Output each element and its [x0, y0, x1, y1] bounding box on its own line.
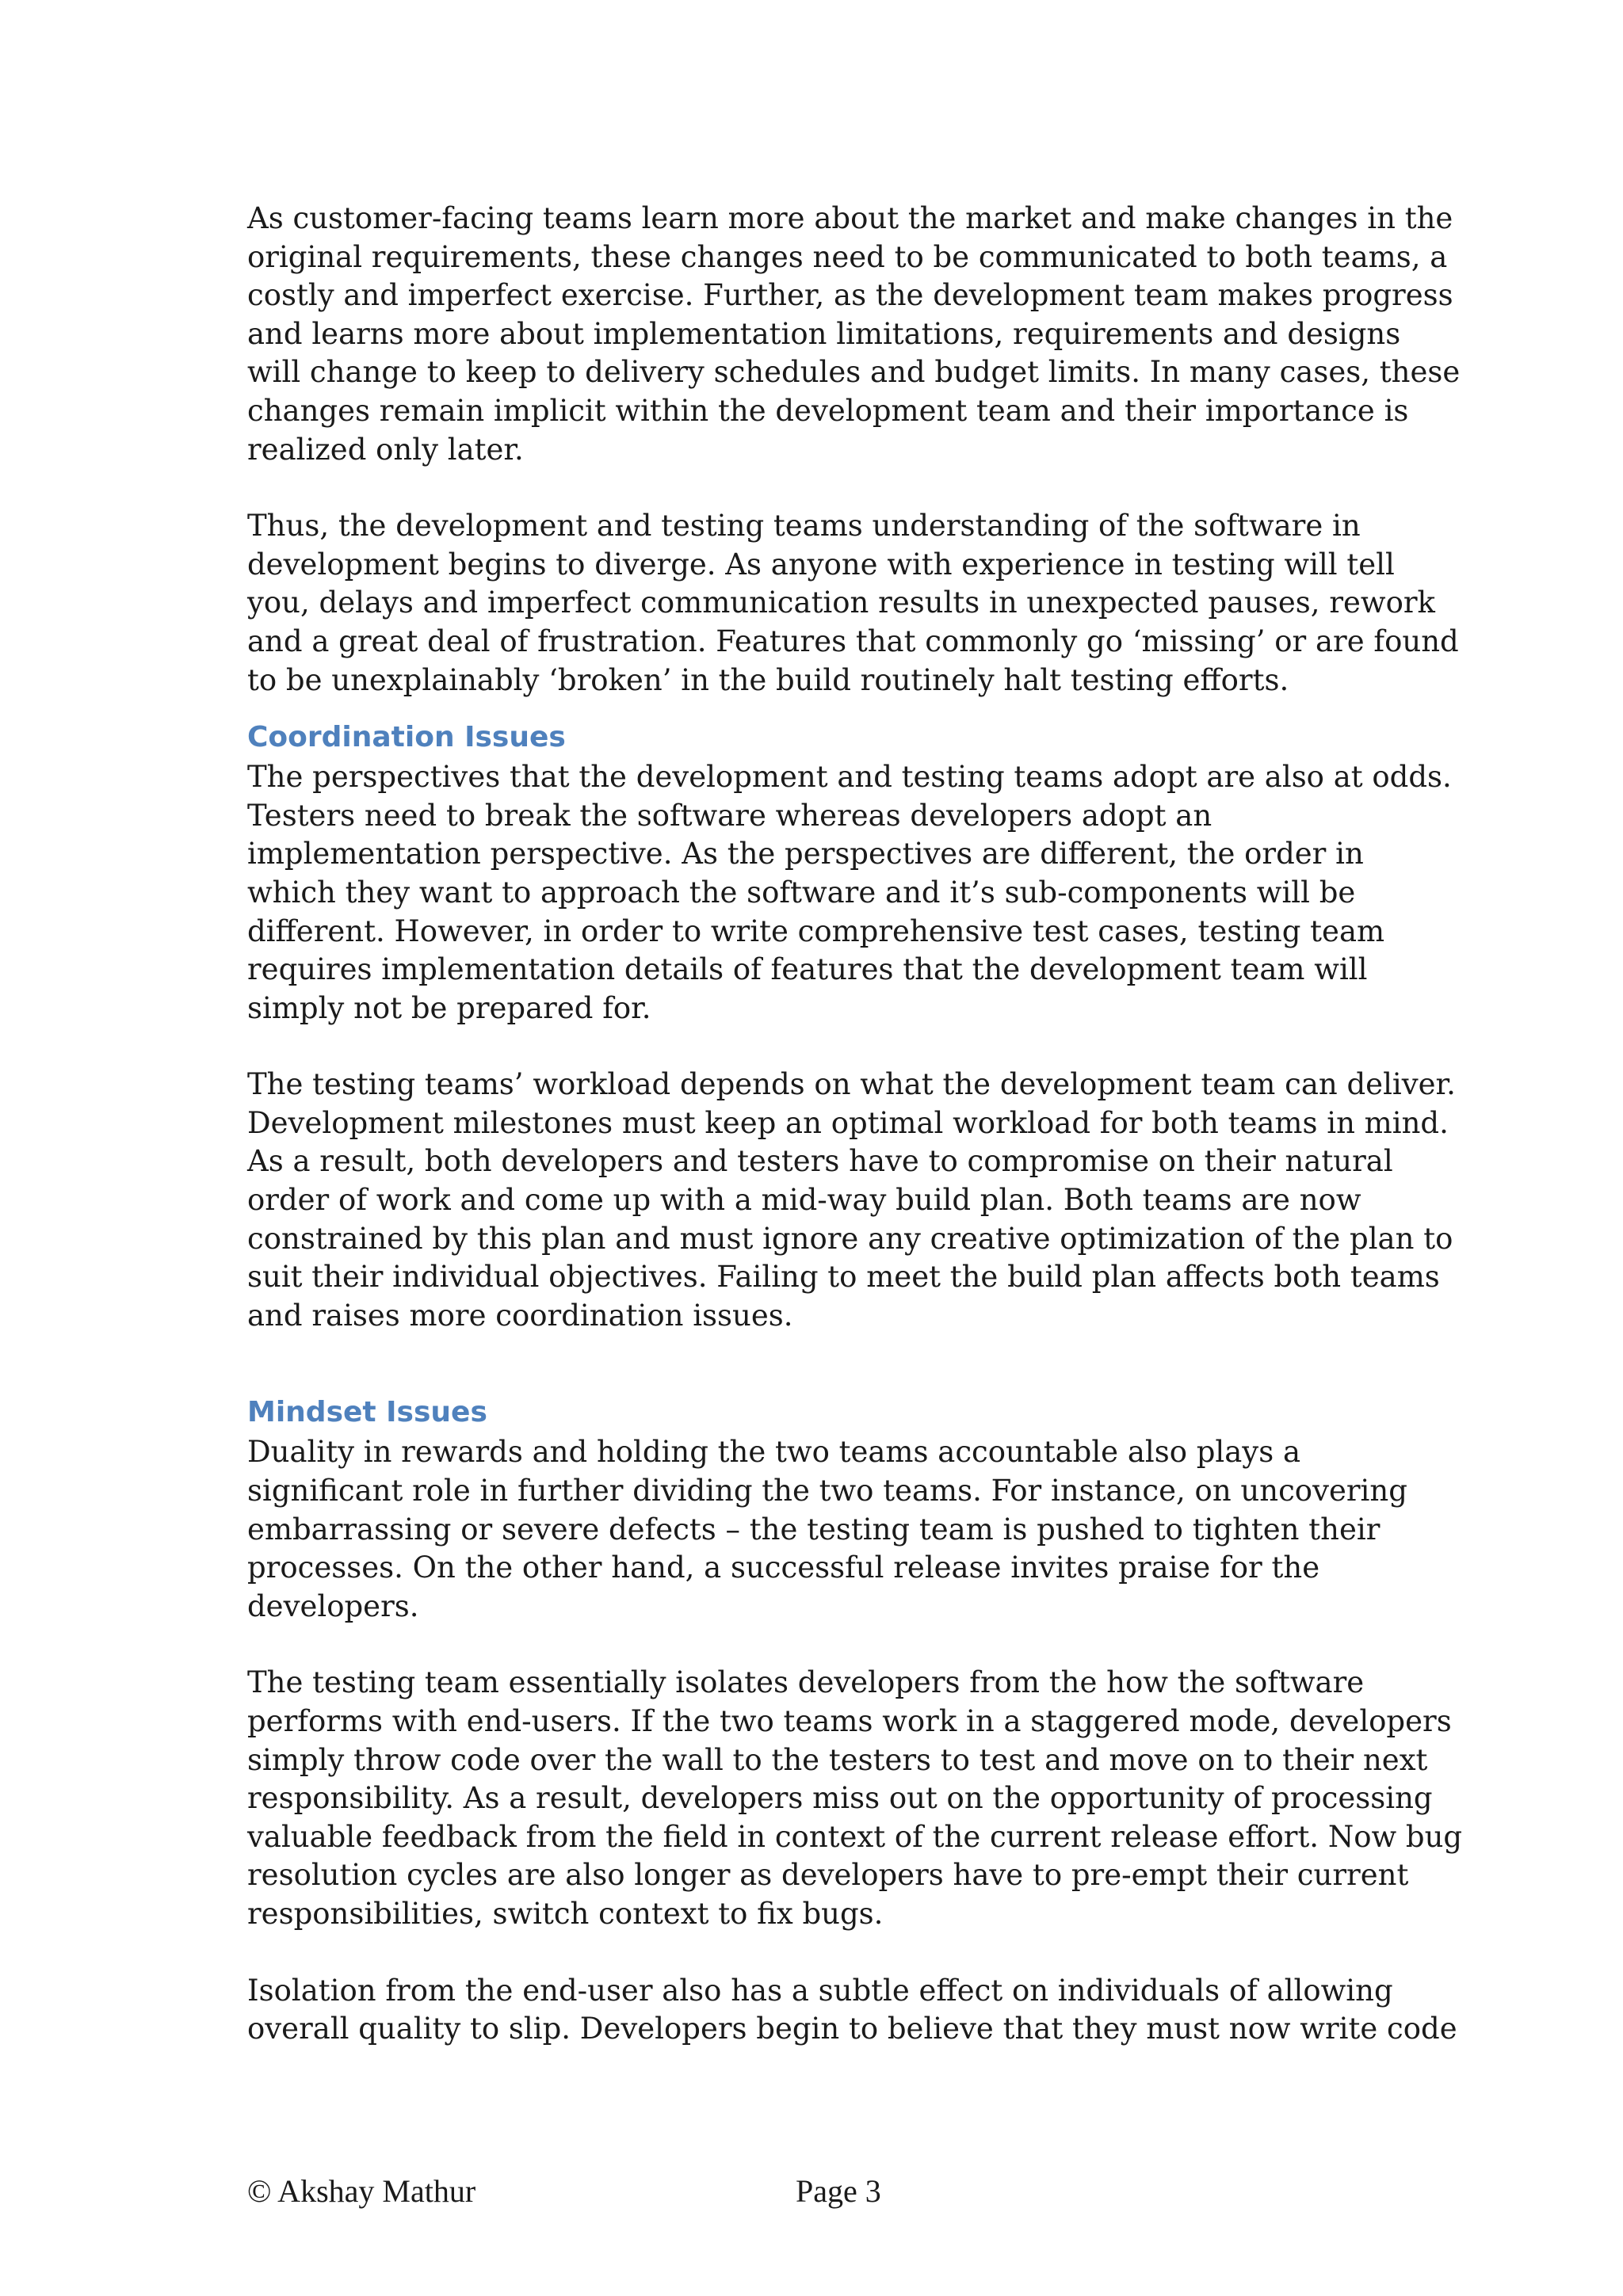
text-line: Thus, the development and testing teams understanding of the software in [247, 509, 1361, 543]
section-gap [247, 700, 1396, 717]
text-line: resolution cycles are also longer as developers have to pre-empt their current [247, 1858, 1409, 1893]
paragraph-isolation-end-user [247, 1972, 1457, 2049]
paragraph-gap [247, 1028, 1396, 1066]
text-line: Development milestones must keep an optimal workload for both teams in mind. [247, 1105, 1449, 1140]
paragraph-understanding-diverge [247, 507, 1459, 700]
heading-coordination-issues: Coordination Issues [247, 721, 566, 754]
text-line: As customer-facing teams learn more about the market and make changes in the [247, 201, 1453, 235]
paragraph-gap [247, 1934, 1396, 1972]
text-line: developers. [247, 1589, 419, 1623]
text-line: responsibility. As a result, developers miss out on the opportunity of processing [247, 1781, 1433, 1816]
text-line: The testing team essentially isolates developers from the how the software [247, 1665, 1365, 1700]
text-line: requires implementation details of features that the development team will [247, 952, 1368, 987]
text-line: costly and imperfect exercise. Further, as the development team makes progress [247, 278, 1453, 313]
text-line: overall quality to slip. Developers begin to believe that they must now write code [247, 2012, 1457, 2046]
text-line: The testing teams’ workload depends on what the development team can deliver. [247, 1067, 1456, 1102]
text-line: implementation perspective. As the perspectives are different, the order in [247, 837, 1364, 871]
footer-page-number: Page 3 [796, 2173, 881, 2209]
text-line: realized only later. [247, 432, 524, 467]
text-line: Testers need to break the software whereas developers adopt an [247, 798, 1212, 833]
text-line: Isolation from the end-user also has a subtle effect on individuals of allowing [247, 1973, 1393, 2008]
section-gap [247, 1335, 1396, 1392]
paragraph-duality-rewards [247, 1433, 1407, 1626]
text-line: performs with end-users. If the two teams work in a staggered mode, developers [247, 1704, 1452, 1738]
text-line: you, delays and imperfect communication results in unexpected pauses, rework [247, 585, 1435, 620]
document-page [247, 200, 1463, 2049]
text-line: which they want to approach the software and it’s sub-components will be [247, 875, 1356, 910]
footer-copyright: © Akshay Mathur [247, 2173, 476, 2209]
paragraph-workload [247, 1066, 1456, 1335]
text-line: constrained by this plan and must ignore any creative optimization of the plan to [247, 1221, 1453, 1256]
text-line: significant role in further dividing the two teams. For instance, on uncovering [247, 1474, 1407, 1508]
paragraph-requirements-changes [247, 200, 1461, 469]
text-line: will change to keep to delivery schedules and budget limits. In many cases, these [247, 355, 1461, 390]
heading-mindset-issues: Mindset Issues [247, 1396, 487, 1429]
text-line: processes. On the other hand, a successful release invites praise for the [247, 1550, 1320, 1585]
text-line: As a result, both developers and testers have to compromise on their natural [247, 1144, 1393, 1179]
text-line: embarrassing or severe defects – the testing team is pushed to tighten their [247, 1512, 1381, 1547]
page-footer [247, 2172, 1396, 2212]
text-line: suit their individual objectives. Failing to meet the build plan affects both teams [247, 1260, 1440, 1295]
text-line: different. However, in order to write comprehensive test cases, testing team [247, 913, 1385, 948]
paragraph-gap [247, 1626, 1396, 1664]
text-line: changes remain implicit within the development team and their importance is [247, 393, 1409, 428]
paragraph-perspectives [247, 758, 1452, 1028]
text-line: simply not be prepared for. [247, 990, 651, 1025]
text-line: and raises more coordination issues. [247, 1298, 793, 1333]
text-line: The perspectives that the development and testing teams adopt are also at odds. [247, 760, 1452, 795]
text-line: to be unexplainably ‘broken’ in the build routinely halt testing efforts. [247, 662, 1289, 697]
text-line: valuable feedback from the field in context of the current release effort. Now bug [247, 1819, 1463, 1854]
text-line: development begins to diverge. As anyone with experience in testing will tell [247, 547, 1395, 582]
text-line: and learns more about implementation limitations, requirements and designs [247, 316, 1401, 351]
text-line: responsibilities, switch context to fix bugs. [247, 1896, 884, 1931]
text-line: and a great deal of frustration. Features that commonly go ‘missing’ or are found [247, 624, 1459, 658]
text-line: Duality in rewards and holding the two teams accountable also plays a [247, 1435, 1301, 1470]
text-line: original requirements, these changes need to be communicated to both teams, a [247, 239, 1448, 274]
text-line: simply throw code over the wall to the testers to test and move on to their next [247, 1742, 1428, 1777]
paragraph-isolation-developers [247, 1664, 1463, 1933]
text-line: order of work and come up with a mid-way build plan. Both teams are now [247, 1183, 1361, 1218]
paragraph-gap [247, 469, 1396, 507]
